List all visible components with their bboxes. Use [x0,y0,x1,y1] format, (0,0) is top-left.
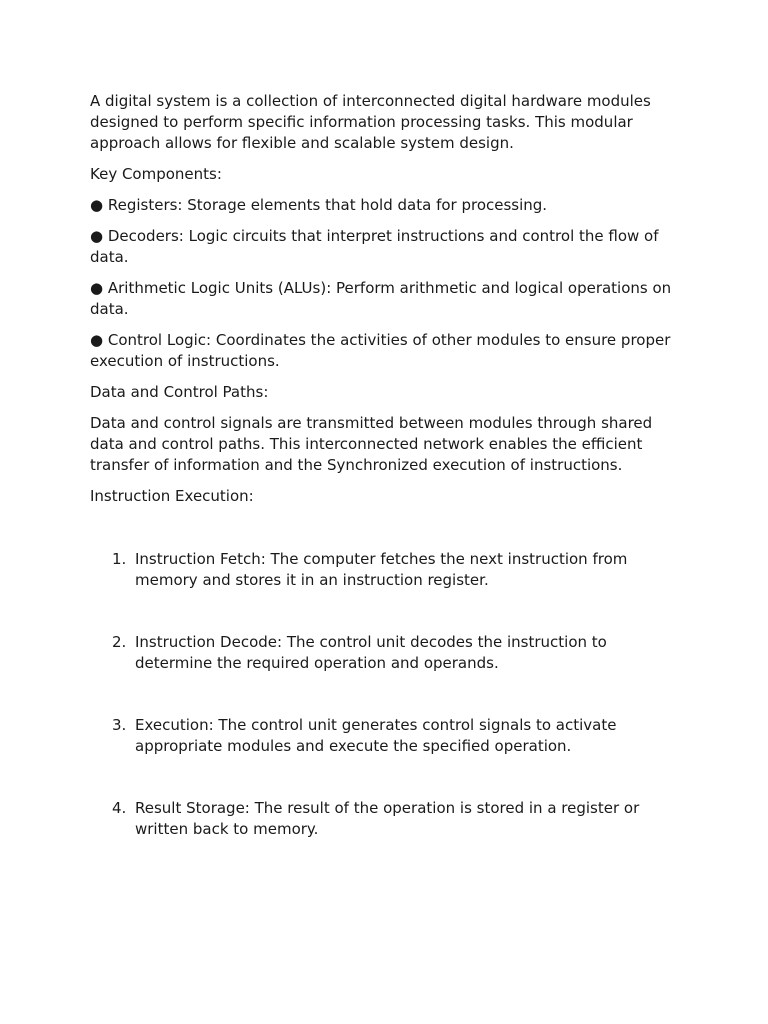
list-number: 4. [112,799,127,817]
list-number: 3. [112,716,127,734]
bullet-item-alus: ● Arithmetic Logic Units (ALUs): Perform arithmetic and logical operations on data. [90,279,672,318]
list-item-execution [90,715,685,757]
list-item-text: Execution: The control unit generates control signals to activate appropriate modules and execute the specified operation. [135,716,617,755]
key-components-heading: Key Components: [90,165,222,183]
list-item-fetch [90,549,685,591]
paths-paragraph: Data and control signals are transmitted between modules through shared data and control paths. This interconnected network enables the efficient transfer of information and the Synchronized execution of instructions. [90,414,653,474]
bullet-item-control-logic: ● Control Logic: Coordinates the activities of other modules to ensure proper execution of instructions. [90,331,671,370]
execution-heading: Instruction Execution: [90,487,254,505]
list-item-result-storage [90,798,685,840]
list-number: 1. [112,550,127,568]
bullet-item-decoders: ● Decoders: Logic circuits that interpret instructions and control the flow of data. [90,227,659,266]
paths-heading: Data and Control Paths: [90,383,269,401]
list-item-text: Instruction Decode: The control unit decodes the instruction to determine the required operation and operands. [135,633,607,672]
document-page [90,91,685,881]
bullet-item-registers: ● Registers: Storage elements that hold data for processing. [90,196,548,214]
instruction-steps-list [90,549,685,840]
list-item-text: Instruction Fetch: The computer fetches the next instruction from memory and stores it in an instruction register. [135,550,628,589]
list-item-decode [90,632,685,674]
list-number: 2. [112,633,127,651]
list-item-text: Result Storage: The result of the operation is stored in a register or written back to memory. [135,799,640,838]
intro-paragraph: A digital system is a collection of interconnected digital hardware modules designed to perform specific information processing tasks. This modular approach allows for flexible and scalable system design. [90,92,651,152]
